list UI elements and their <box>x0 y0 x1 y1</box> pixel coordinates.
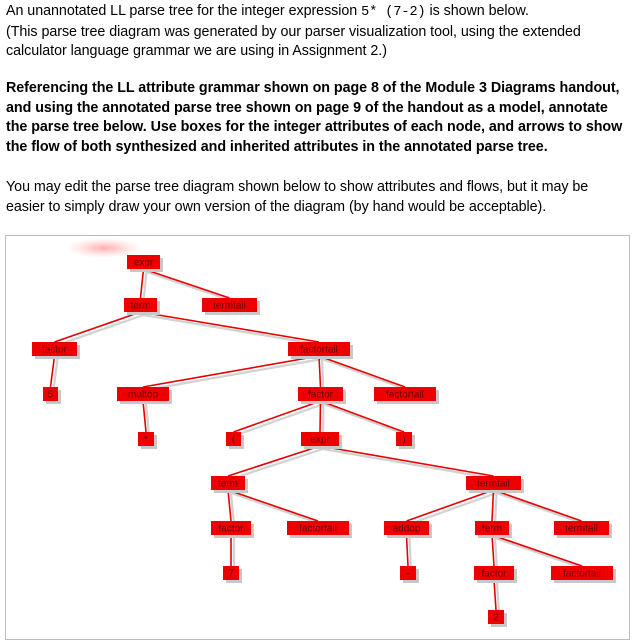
tree-node-label: term <box>218 478 238 490</box>
intro-expression: 5* (7-2) <box>361 5 426 20</box>
note-paragraph: You may edit the parse tree diagram shown below to show attributes and flows, but it may be easier to simply draw your own version of the diagram (by hand would be acceptable). <box>6 179 589 215</box>
tree-node-n8 <box>374 387 439 404</box>
tree-node-n21 <box>400 566 419 583</box>
tree-nodes <box>32 255 616 627</box>
tree-edge-n11-n14 <box>320 446 494 476</box>
tree-node-n10 <box>226 432 244 449</box>
tree-node-label: * <box>144 434 148 446</box>
tree-node-n2 <box>202 298 260 315</box>
tree-edge-shadow <box>147 272 233 301</box>
tree-edge-n4-n7 <box>319 356 321 387</box>
tree-node-n17 <box>384 521 432 538</box>
tree-node-n23 <box>551 566 616 583</box>
tree-node-n9 <box>138 432 157 449</box>
tree-node-label: factor <box>218 523 244 535</box>
tree-edge-shadow <box>146 359 322 390</box>
tree-edge-shadow <box>231 493 321 524</box>
tree-node-label: 5 <box>47 389 54 401</box>
tree-edge-shadow <box>231 449 323 479</box>
tree-node-n12 <box>396 432 415 449</box>
tree-edge-n4-n6 <box>143 356 319 387</box>
tree-node-n20 <box>223 566 242 583</box>
intro-line2: (This parse tree diagram was generated by our parser visualization tool, using the extended calculator language grammar we are using in Assignment 2.) <box>6 23 581 59</box>
tree-node-n3 <box>32 342 80 359</box>
tree-edge-n14-n19 <box>494 490 582 521</box>
tree-node-n13 <box>211 476 248 493</box>
tree-node-label: 7 <box>228 568 234 580</box>
tree-edge-n22-n24 <box>494 580 496 610</box>
tree-node-label: factortail <box>299 523 337 535</box>
tree-node-label: factor <box>481 568 507 580</box>
tree-edge-shadow <box>324 404 408 435</box>
tree-node-label: ( <box>231 434 236 446</box>
tree-node-label: term <box>130 300 151 312</box>
parse-tree-diagram <box>5 235 630 640</box>
tree-node-n11 <box>301 432 342 449</box>
tree-node-label: ) <box>402 434 406 446</box>
tree-edge-shadow <box>322 359 324 390</box>
tree-edge-shadow <box>322 359 408 390</box>
tree-node-label: term <box>482 523 502 535</box>
tree-node-n5 <box>43 387 61 404</box>
tree-edge-shadow <box>495 538 585 569</box>
tree-edge-n1-n4 <box>141 312 320 342</box>
tree-node-n16 <box>287 521 352 538</box>
tree-node-n1 <box>124 298 160 315</box>
tree-edge-shadow <box>497 583 499 613</box>
intro-line1-suffix: is shown below. <box>425 3 529 19</box>
tree-edge-n4-n8 <box>319 356 405 387</box>
tree-node-n0 <box>127 255 163 272</box>
parse-tree-canvas <box>6 236 629 639</box>
tree-edge-n11-n13 <box>228 446 320 476</box>
tree-edge-shadow <box>410 493 497 524</box>
tree-edge-shadow <box>237 404 324 435</box>
tree-node-label: termtail <box>213 300 246 312</box>
tree-node-label: multop <box>127 389 159 401</box>
tree-edge-n1-n3 <box>55 312 141 342</box>
tree-node-n24 <box>488 610 507 627</box>
tree-edge-n7-n10 <box>234 401 321 432</box>
tree-edge-shadow <box>495 538 497 569</box>
tree-edge-shadow <box>323 449 497 479</box>
tree-edge-n14-n17 <box>407 490 494 521</box>
tree-node-label: addop <box>392 523 421 535</box>
tree-node-n22 <box>474 566 517 583</box>
intro-paragraph <box>6 2 630 62</box>
tree-edge-shadow <box>497 493 585 524</box>
tree-node-n14 <box>466 476 524 493</box>
tree-node-label: factortail <box>386 389 424 401</box>
tree-node-label: - <box>406 568 410 580</box>
tree-node-label: termtail <box>565 523 598 535</box>
tree-node-label: termtail <box>477 478 510 490</box>
tree-node-n19 <box>554 521 612 538</box>
tree-node-label: factortail <box>563 568 601 580</box>
tree-node-n4 <box>288 342 353 359</box>
tree-edge-n18-n22 <box>492 535 494 566</box>
tree-node-label: factor <box>307 389 334 401</box>
tree-edge-shadow <box>144 272 147 301</box>
tree-edge-n0-n1 <box>141 269 144 298</box>
tree-node-label: 2 <box>493 612 499 624</box>
tree-edge-shadow <box>410 538 412 569</box>
tree-edge-shadow <box>495 493 497 524</box>
tree-edge-n0-n2 <box>144 269 230 298</box>
tree-edge-n18-n23 <box>492 535 582 566</box>
tree-edge-n7-n12 <box>321 401 405 432</box>
intro-line1-prefix: An unannotated LL parse tree for the integer expression <box>6 3 362 19</box>
tree-node-label: factor <box>41 344 68 356</box>
tree-node-n7 <box>298 387 346 404</box>
tree-node-label: expr <box>133 257 154 269</box>
tree-node-label: expr <box>310 434 330 446</box>
tree-node-label: factortail <box>300 344 338 356</box>
tree-edge-n7-n11 <box>320 401 321 432</box>
tree-edge-n17-n21 <box>407 535 409 566</box>
tree-node-n18 <box>475 521 512 538</box>
tree-edge-n13-n16 <box>228 490 318 521</box>
tree-edge-shadow <box>144 315 323 345</box>
tree-node-n15 <box>211 521 254 538</box>
tree-node-n6 <box>117 387 172 404</box>
tree-edge-shadow <box>323 404 324 435</box>
instructions-paragraph: Referencing the LL attribute grammar shown on page 8 of the Module 3 Diagrams handout, and using the annotated parse tree shown on page 9 of the handout as a model, annotate the parse tree below. Use boxes for the integer attributes of each node, and arrows to show the flow of both synthesized and inherited attributes in the annotated parse tree. <box>6 80 623 155</box>
tree-edge-shadow <box>58 315 144 345</box>
